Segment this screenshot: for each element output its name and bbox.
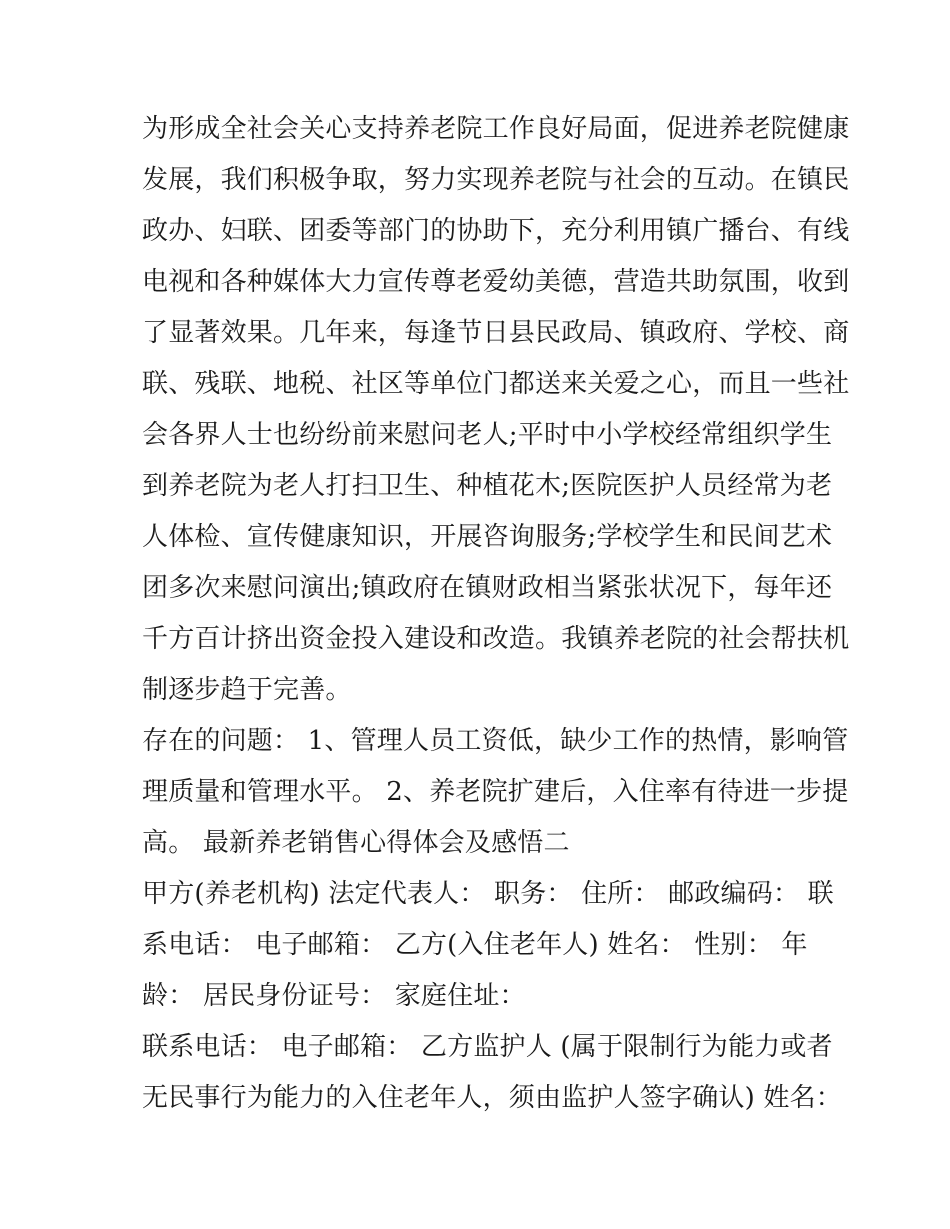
text-line: 电视和各种媒体大力宣传尊老爱幼美德，营造共助氛围，收到 bbox=[142, 267, 850, 297]
text-line: 人体检、宣传健康知识，开展咨询服务;学校学生和民间艺术 bbox=[142, 522, 833, 552]
text-line: 到养老院为老人打扫卫生、种植花木;医院医护人员经常为老 bbox=[142, 471, 833, 501]
text-line: 会各界人士也纷纷前来慰问老人;平时中小学校经常组织学生 bbox=[142, 420, 833, 450]
text-line: 联系电话： 电子邮箱： 乙方监护人 (属于限制行为能力或者 bbox=[142, 1032, 833, 1062]
text-line: 团多次来慰问演出;镇政府在镇财政相当紧张状况下，每年还 bbox=[142, 573, 833, 603]
text-line: 高。 最新养老销售心得体会及感悟二 bbox=[142, 828, 570, 858]
text-line: 千方百计挤出资金投入建设和改造。我镇养老院的社会帮扶机 bbox=[142, 624, 850, 654]
text-line: 制逐步趋于完善。 bbox=[142, 675, 352, 705]
text-line: 龄： 居民身份证号： 家庭住址： bbox=[142, 981, 526, 1011]
text-line: 发展，我们积极争取，努力实现养老院与社会的互动。在镇民 bbox=[142, 165, 850, 195]
text-line: 系电话： 电子邮箱： 乙方(入住老年人) 姓名： 性别： 年 bbox=[142, 930, 808, 960]
text-line: 甲方(养老机构) 法定代表人： 职务： 住所： 邮政编码： 联 bbox=[142, 879, 834, 909]
text-line: 理质量和管理水平。 2、养老院扩建后，入住率有待进一步提 bbox=[142, 777, 849, 807]
text-line: 无民事行为能力的入住老年人，须由监护人签字确认) 姓名： bbox=[142, 1083, 843, 1113]
text-line: 了显著效果。几年来，每逢节日县民政局、镇政府、学校、商 bbox=[142, 318, 850, 348]
text-line: 为形成全社会关心支持养老院工作良好局面，促进养老院健康 bbox=[142, 114, 850, 144]
text-line: 存在的问题： 1、管理人员工资低，缺少工作的热情，影响管 bbox=[142, 726, 849, 756]
text-line: 政办、妇联、团委等部门的协助下，充分利用镇广播台、有线 bbox=[142, 216, 850, 246]
text-line: 联、残联、地税、社区等单位门都送来关爱之心，而且一些社 bbox=[142, 369, 850, 399]
